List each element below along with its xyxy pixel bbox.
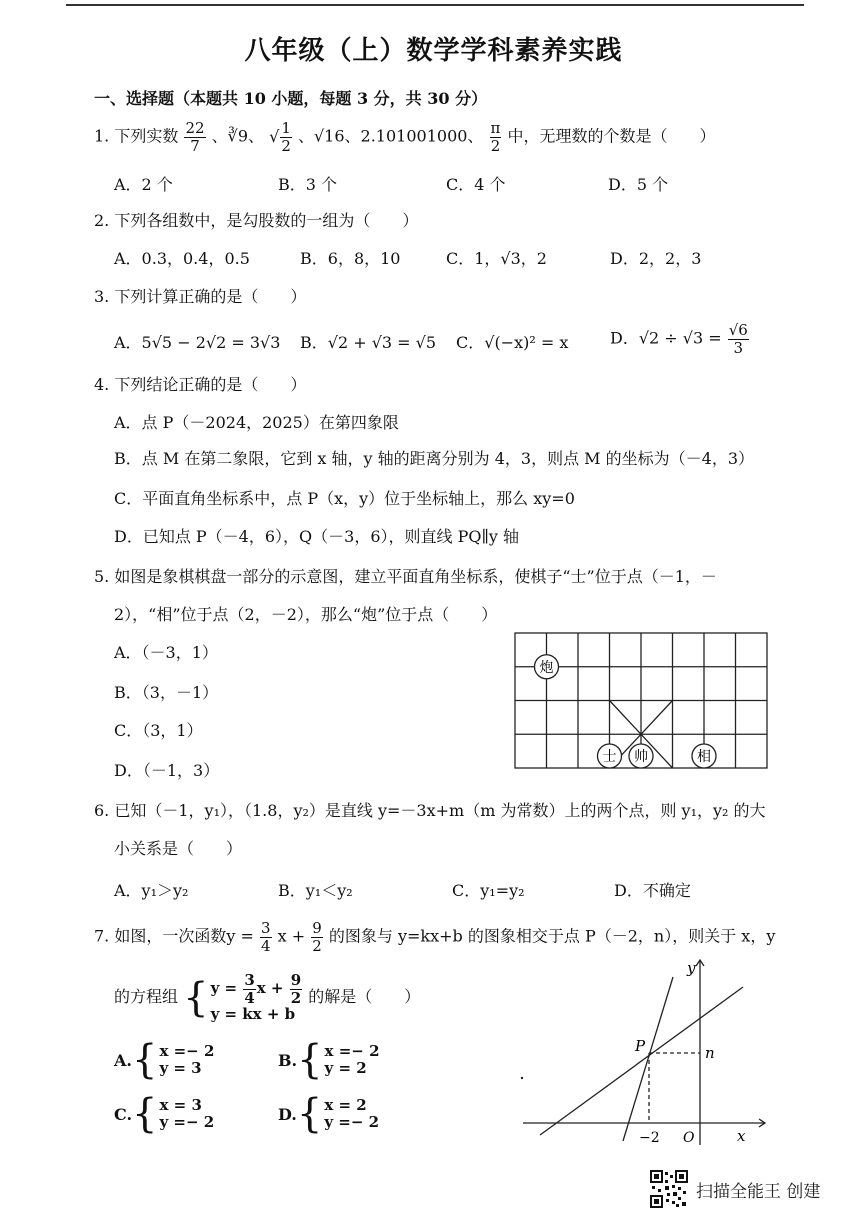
piece-shuai [629,744,653,768]
q7-number: 7. [94,926,110,946]
q1-option-b[interactable]: B．3 个 [278,175,338,194]
q1-stem-c: 中，无理数的个数是（ ） [507,126,716,146]
q3-number: 3. [94,287,110,306]
question-1 [94,120,716,154]
q7-option-b[interactable]: B. { x =− 2 y = 2 [278,1037,380,1083]
piece-pao [535,655,559,679]
q1-option-c[interactable]: C．4 个 [446,175,506,194]
svg-text:士: 士 [602,749,617,765]
q5-stem-line1: 如图是象棋棋盘一部分的示意图，建立平面直角坐标系，使棋子“士”位于点（－1，－ [114,567,717,586]
q7-option-c[interactable]: C. { x = 3 y =− 2 [114,1091,215,1137]
q5-stem-line2: 2），“相”位于点（2，－2），那么“炮”位于点（ ） [114,605,498,624]
q1-option-d[interactable]: D．5 个 [608,175,669,194]
q6-stem-line1: 已知（－1，y₁），（1.8，y₂）是直线 y=－3x+m（m 为常数）上的两个点，则 y₁，y₂ 的大 [114,801,766,820]
question-6 [94,798,766,821]
question-5 [94,564,717,587]
q1-stem-a: 下列实数 [114,126,179,146]
q7-fraction-3-4: $\frac{3}{4}$ [261,919,271,955]
q3-option-c[interactable]: C．√(−x)² = x [456,333,569,352]
line-2 [623,977,673,1141]
q2-number: 2. [94,211,110,230]
section-heading: 一、选择题（本题共 10 小题，每题 3 分，共 30 分） [94,89,488,108]
question-3 [94,284,306,307]
svg-text:相: 相 [697,749,711,765]
q7-stem-a: 如图，一次函数y = [114,926,254,946]
q5-number: 5. [94,567,110,586]
q6-stem-line2: 小关系是（ ） [114,839,243,858]
q3-option-d[interactable]: D．√2 ÷ √3 = $\frac{√6}{3}$ [610,321,748,357]
q3-d-fraction: $\frac{√6}{3}$ [728,321,748,357]
q4-option-d[interactable]: D．已知点 P（－4，6），Q（－3，6），则直线 PQ∥y 轴 [114,527,520,546]
q5-option-c[interactable]: C．（3，1） [114,721,203,740]
q1-option-a[interactable]: A．2 个 [114,175,173,194]
origin-label: O [683,1130,695,1146]
svg-text:帅: 帅 [634,749,648,765]
scanner-watermark-text: 扫描全能王 创建 [696,1181,821,1202]
q1-fraction-22-7: $\frac{22}{7}$ [185,119,205,155]
q7-line2-a: 的方程组 [114,987,179,1007]
q7-fraction-9-2: $\frac{9}{2}$ [312,919,322,955]
q2-stem: 下列各组数中，是勾股数的一组为（ ） [114,211,419,230]
q6-number: 6. [94,801,110,820]
q3-option-a[interactable]: A．5√5 − 2√2 = 3√3 [114,333,281,352]
q3-option-b[interactable]: B．√2 + √3 = √5 [300,333,437,352]
x-axis-label: x [737,1127,746,1145]
q4-number: 4. [94,375,110,394]
q5-option-b[interactable]: B．（3，－1） [114,683,219,702]
q5-option-d[interactable]: D．（－1，3） [114,761,220,780]
svg-text:炮: 炮 [539,660,554,676]
n-label: n [705,1044,715,1062]
q2-option-d[interactable]: D．2，2，3 [610,249,702,268]
top-border-line [66,4,804,6]
chessboard-figure [510,628,775,780]
page-title: 八年级（上）数学学科素养实践 [244,36,623,66]
minus-two-label: −2 [639,1130,660,1146]
q2-option-a[interactable]: A．0.3，0.4，0.5 [114,249,250,268]
q7-line2 [114,972,420,1023]
q3-stem: 下列计算正确的是（ ） [114,287,307,306]
function-graph-figure [515,955,775,1150]
q1-sqrt-frac: √ $\frac{1}{2}$ [269,119,291,155]
q4-option-b[interactable]: B．点 M 在第二象限，它到 x 轴，y 轴的距离分别为 4，3，则点 M 的坐标为（－4，3） [114,449,754,468]
q7-stem-b: x + [277,926,306,946]
q2-option-b[interactable]: B．6，8，10 [300,249,401,268]
q6-option-b[interactable]: B．y₁＜y₂ [278,881,353,900]
q7-equation-system: { y = $\frac{3}{4}$ x + $\frac{9}{2}$ y = kx + b [183,971,302,1023]
q7-option-a[interactable]: A. { x =− 2 y = 3 [114,1037,215,1083]
question-2 [94,208,418,231]
piece-xiang [692,744,716,768]
question-4 [94,372,306,395]
q4-stem: 下列结论正确的是（ ） [114,375,307,394]
q1-sep: 、∛9、 [211,126,265,146]
q1-stem-b: 、√16、2.101001000、 [297,126,484,146]
point-p-label: P [635,1037,646,1055]
q4-option-c[interactable]: C．平面直角坐标系中，点 P（x，y）位于坐标轴上，那么 xy=0 [114,489,575,508]
q5-option-a[interactable]: A．（－3，1） [114,643,218,662]
question-7 [94,920,775,954]
q2-option-c[interactable]: C．1，√3，2 [446,249,547,268]
q6-option-d[interactable]: D．不确定 [614,881,691,900]
y-axis-label: y [687,959,696,977]
q6-option-c[interactable]: C．y₁=y₂ [452,881,525,900]
q7-line2-b: 的解是（ ） [308,987,421,1007]
q7-option-d[interactable]: D. { x = 2 y =− 2 [278,1091,380,1137]
q7-stem-c: 的图象与 y=kx+b 的图象相交于点 P（－2，n），则关于 x，y [328,926,776,946]
piece-shi [598,744,622,768]
q6-option-a[interactable]: A．y₁＞y₂ [114,881,189,900]
q4-option-a[interactable]: A．点 P（－2024，2025）在第四象限 [114,413,399,432]
scanner-watermark [650,1170,820,1208]
qr-code-icon [650,1170,688,1208]
q1-fraction-pi-2: $\frac{\pi}{2}$ [490,119,501,155]
q1-number: 1. [94,126,110,146]
